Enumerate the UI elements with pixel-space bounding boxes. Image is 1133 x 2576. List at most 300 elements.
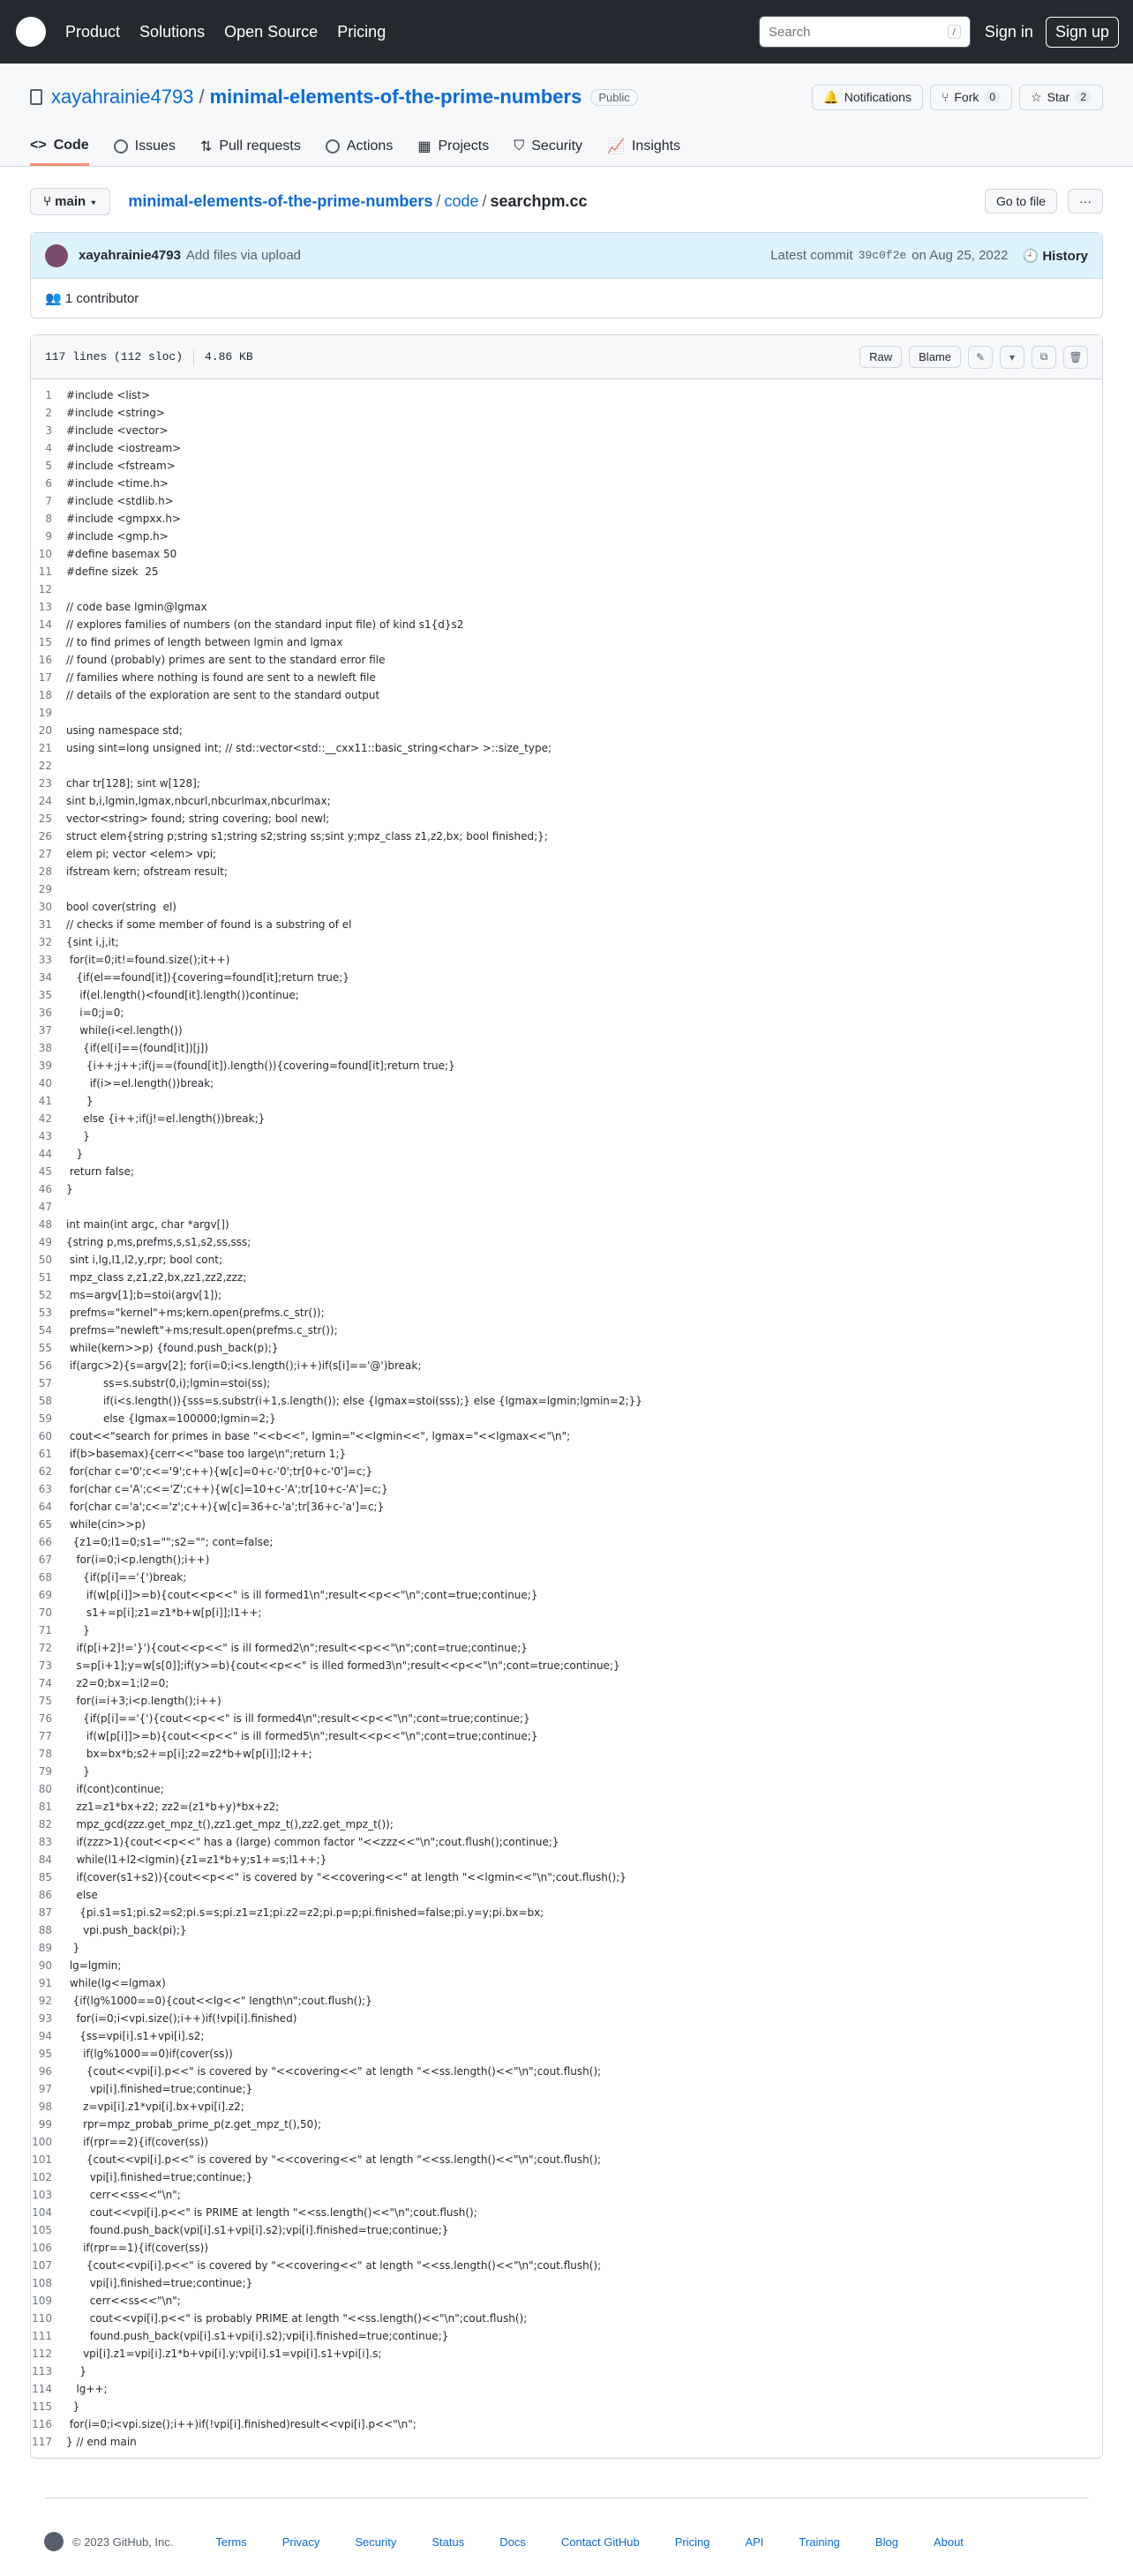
repo-owner-link[interactable]: xayahrainie4793 [51,86,194,108]
copy-icon[interactable]: ⧉ [1032,346,1056,369]
code-line [31,2239,1102,2257]
line-number[interactable]: 112 [32,2348,52,2360]
line-number[interactable]: 98 [38,2100,52,2113]
line-number[interactable]: 30 [38,901,52,913]
line-number[interactable]: 83 [38,1836,52,1848]
footer-link[interactable]: Docs [499,2535,526,2549]
line-number[interactable]: 1 [45,389,52,401]
code-line [31,2204,1102,2221]
branch-icon: ⑂ [43,193,56,209]
line-number[interactable]: 111 [32,2330,52,2342]
tab-pull-requests[interactable]: ⇅ Pull requests [199,139,301,154]
code-line [31,1092,1102,1110]
line-number[interactable]: 97 [38,2083,52,2095]
line-number[interactable]: 7 [45,495,52,507]
fork-count: 0 [984,91,1001,103]
line-number[interactable]: 28 [38,865,52,878]
code-line [31,1533,1102,1551]
code-text: {pi.s1=s1;pi.s2=s2;pi.s=s;pi.z1=z1;pi.z2=z2;pi.p=p;pi.finished=false;pi.y=y;pi.bx=bx; [66,1906,544,1919]
code-text: #define basemax 50 [66,548,177,560]
code-text: #include <list> [66,389,151,401]
line-number[interactable]: 77 [38,1730,52,1742]
code-text: cout<<vpi[i].p<<" is probably PRIME at length "<<ss.length()<<"\n";cout.flush(); [66,2312,528,2325]
code-text: if(w[p[i]]>=b){cout<<p<<" is ill formed5\n";result<<p<<"\n";cont=true;continue;} [66,1730,538,1742]
more-options-button[interactable]: ··· [1068,189,1103,213]
line-number[interactable]: 85 [38,1871,52,1883]
line-number[interactable]: 94 [38,2030,52,2042]
code-text: #include <stdlib.h> [66,495,174,507]
code-line [31,669,1102,686]
code-line [31,1745,1102,1763]
line-number[interactable]: 63 [38,1483,52,1495]
line-number[interactable]: 92 [38,1995,52,2007]
code-line [31,2010,1102,2027]
line-number[interactable]: 24 [38,795,52,807]
code-line [31,1692,1102,1710]
code-text: if(w[p[i]]>=b){cout<<p<<" is ill formed1\n";result<<p<<"\n";cont=true;continue;} [66,1589,538,1601]
code-line [31,1374,1102,1392]
tab-projects[interactable]: ▦ Projects [417,139,490,154]
contributors[interactable]: 👥 1 contributor [45,290,139,306]
line-number[interactable]: 32 [38,936,52,948]
code-text: if(el.length()<found[it].length())continue; [66,989,299,1001]
code-text: } [66,1183,73,1195]
line-number[interactable]: 56 [38,1359,52,1372]
code-line [31,1974,1102,1992]
code-text: z=vpi[i].z1*vpi[i].bx+vpi[i].z2; [66,2100,244,2113]
line-number[interactable]: 103 [32,2189,52,2201]
line-number[interactable]: 8 [45,513,52,525]
code-text: // found (probably) primes are sent to the standard error file [66,654,386,666]
nav-solutions[interactable]: Solutions [139,22,206,41]
line-number[interactable]: 25 [38,812,52,825]
footer-link[interactable]: About [933,2535,964,2549]
code-line [31,2151,1102,2168]
footer-link[interactable]: Training [799,2535,840,2549]
line-number[interactable]: 96 [38,2065,52,2078]
footer-link[interactable]: Status [431,2535,465,2549]
line-count: 117 lines (112 sloc) [45,350,184,363]
github-footer-logo-icon[interactable] [44,2532,64,2551]
blame-button[interactable]: Blame [909,346,961,368]
sign-up-button[interactable]: Sign up [1046,17,1119,48]
line-number[interactable]: 53 [38,1307,52,1319]
line-number[interactable]: 27 [38,848,52,860]
nav-pricing[interactable]: Pricing [337,22,386,41]
line-number[interactable]: 72 [38,1642,52,1654]
code-text: } [66,1095,94,1107]
line-number[interactable]: 39 [38,1060,52,1072]
code-text: mpz_gcd(zzz.get_mpz_t(),zz1.get_mpz_t(),zz2.get_mpz_t()); [66,1818,394,1831]
line-number[interactable]: 106 [32,2242,52,2254]
commit-author[interactable]: xayahrainie4793 [79,248,181,263]
code-line [31,2345,1102,2363]
code-line [31,1216,1102,1233]
line-number[interactable]: 84 [38,1853,52,1866]
people-icon: 👥 [45,291,65,306]
line-number[interactable]: 61 [38,1448,52,1460]
code-line [31,492,1102,510]
line-number[interactable]: 12 [38,583,52,595]
code-text: if(lg%1000==0)if(cover(ss)) [66,2048,233,2060]
code-text: {if(el==found[it]){covering=found[it];return true;} [66,971,349,984]
code-line [31,2027,1102,2045]
line-number[interactable]: 82 [38,1818,52,1831]
code-text: using sint=long unsigned int; // std::vector<std::__cxx11::basic_string<char> >::size_type; [66,742,551,754]
code-line [31,1445,1102,1463]
line-number[interactable]: 59 [38,1412,52,1425]
footer-link[interactable]: Privacy [281,2535,320,2549]
code-line [31,1886,1102,1904]
line-number[interactable]: 104 [32,2206,52,2219]
line-number[interactable]: 101 [32,2153,52,2166]
line-number[interactable]: 76 [38,1712,52,1725]
line-number[interactable]: 68 [38,1571,52,1584]
code-line [31,1357,1102,1374]
fork-button[interactable]: ⑂ Fork 0 [930,85,1012,110]
line-number[interactable]: 31 [38,918,52,931]
code-text: {if(el[i]==(found[it])[j]) [66,1042,209,1054]
code-text: if(rpr==2){if(cover(ss)) [66,2136,209,2148]
line-number[interactable]: 40 [38,1077,52,1090]
line-number[interactable]: 20 [38,724,52,737]
line-number[interactable]: 60 [38,1430,52,1442]
code-line [31,545,1102,563]
code-line [31,2098,1102,2115]
code-text: vpi.push_back(pi);} [66,1924,187,1936]
line-number[interactable]: 46 [38,1183,52,1195]
code-line [31,1710,1102,1727]
line-number[interactable]: 3 [45,424,52,437]
line-number[interactable]: 48 [38,1218,52,1231]
code-line [31,1868,1102,1886]
notifications-button[interactable]: 🔔 Notifications [812,85,923,110]
line-number[interactable]: 74 [38,1677,52,1689]
code-line [31,1163,1102,1180]
code-line [31,528,1102,545]
footer-link[interactable]: Terms [215,2535,247,2549]
line-number[interactable]: 38 [38,1042,52,1054]
play-icon [326,139,340,154]
line-number[interactable]: 14 [38,618,52,631]
line-number[interactable]: 15 [38,636,52,648]
code-text: } [66,1148,84,1160]
nav-open-source[interactable]: Open Source [224,22,319,41]
line-number[interactable]: 55 [38,1342,52,1354]
chevron-down-icon[interactable]: ▾ [1000,346,1024,369]
footer-links [215,2535,964,2549]
line-number[interactable]: 43 [38,1130,52,1142]
line-number[interactable]: 42 [38,1112,52,1125]
code-line [31,457,1102,475]
code-text: } [66,1765,90,1778]
visibility-badge: Public [590,89,637,106]
code-line [31,933,1102,951]
commit-sha[interactable]: 39c0f2e [858,249,907,262]
code-line [31,1039,1102,1057]
code-line [31,1022,1102,1039]
line-number[interactable]: 105 [32,2224,52,2236]
code-line [31,1657,1102,1674]
line-number[interactable]: 79 [38,1765,52,1778]
tab-actions[interactable]: Actions [326,127,393,166]
code-line [31,1639,1102,1657]
code-text: s1+=p[i];z1=z1*b+w[p[i]];l1++; [66,1606,262,1619]
code-text: #include <vector> [66,424,169,437]
code-line [31,1551,1102,1569]
code-text: {cout<<vpi[i].p<<" is covered by "<<covering<<" at length "<<ss.length()<<"\n";cout.flush(); [66,2259,602,2272]
code-line [31,1798,1102,1816]
code-text: #define sizek 25 [66,565,159,578]
line-number[interactable]: 13 [38,601,52,613]
line-number[interactable]: 58 [38,1395,52,1407]
code-text: } [66,1942,80,1954]
code-text: struct elem{string p;string s1;string s2;string ss;sint y;mpz_class z1,z2,bx; bool finished;}; [66,830,548,842]
code-line [31,1463,1102,1480]
code-text: if(argc>2){s=argv[2]; for(i=0;i<s.length();i++)if(s[i]=='@')break; [66,1359,422,1372]
trash-icon[interactable]: 🗑 [1063,346,1088,369]
line-number[interactable]: 100 [32,2136,52,2148]
line-number[interactable]: 37 [38,1024,52,1037]
code-text: {i++;j++;if(j==(found[it]).length()){covering=found[it];return true;} [66,1060,455,1072]
raw-button[interactable]: Raw [859,346,902,368]
code-line [31,1816,1102,1833]
code-line [31,1992,1102,2010]
code-text: int main(int argc, char *argv[]) [66,1218,229,1231]
repo-tabs [30,127,1103,166]
line-number[interactable]: 16 [38,654,52,666]
line-number[interactable]: 35 [38,989,52,1001]
line-number[interactable]: 115 [32,2400,52,2413]
go-to-file-button[interactable]: Go to file [985,189,1057,213]
code-line [31,1621,1102,1639]
tab-issues[interactable]: Issues [114,127,176,166]
line-number[interactable]: 44 [38,1148,52,1160]
edit-icon[interactable]: ✎ [968,346,993,369]
line-number[interactable]: 19 [38,707,52,719]
line-number[interactable]: 65 [38,1518,52,1531]
code-line [31,475,1102,492]
code-line [31,2080,1102,2098]
history-link[interactable]: 🕘 History [1022,248,1088,264]
line-number[interactable]: 9 [45,530,52,543]
line-number[interactable]: 5 [45,460,52,472]
footer [44,2497,1089,2551]
code-text: sint b,i,lgmin,lgmax,nbcurl,nbcurlmax,nbcurlmax; [66,795,331,807]
footer-link[interactable]: Blog [874,2535,898,2549]
line-number[interactable]: 29 [38,883,52,895]
search-input[interactable]: Search / [759,16,971,48]
line-number[interactable]: 62 [38,1465,52,1478]
code-text: if(cover(s1+s2)){cout<<p<<" is covered by "<<covering<<" at length "<<lgmin<<"\n";cout.flush();} [66,1871,627,1883]
code-line [31,1904,1102,1921]
line-number[interactable]: 75 [38,1695,52,1707]
code-line [31,1233,1102,1251]
code-line [31,1251,1102,1269]
code-text: vector<string> found; string covering; bool newl; [66,812,330,825]
code-text: found.push_back(vpi[i].s1+vpi[i].s2);vpi[i].finished=true;continue;} [66,2330,449,2342]
line-number[interactable]: 33 [38,954,52,966]
code-text: prefms="newleft"+ms;result.open(prefms.c_str()); [66,1324,338,1337]
shield-icon: ⛉ [514,139,525,154]
sign-in-link[interactable]: Sign in [984,22,1033,41]
line-number[interactable]: 10 [38,548,52,560]
code-line [31,951,1102,969]
line-number[interactable]: 67 [38,1554,52,1566]
graph-icon: 📈 [607,139,625,154]
code-text: while(cin>>p) [66,1518,146,1531]
global-nav [65,23,405,41]
breadcrumb-repo[interactable]: minimal-elements-of-the-prime-numbers [128,191,433,210]
tab-code[interactable]: <> Code [30,127,89,166]
line-number[interactable]: 4 [45,442,52,454]
file-header [30,186,1103,216]
line-number[interactable]: 116 [32,2418,52,2430]
footer-link[interactable]: Pricing [674,2535,710,2549]
line-number[interactable]: 110 [32,2312,52,2325]
line-number[interactable]: 26 [38,830,52,842]
line-number[interactable]: 89 [38,1942,52,1954]
code-line [31,2063,1102,2080]
code-text: for(i=i+3;i<p.length();i++) [66,1695,221,1707]
line-number[interactable]: 51 [38,1271,52,1284]
line-number[interactable]: 11 [38,565,52,578]
code-text: if(b>basemax){cerr<<"base too large\n";return 1;} [66,1448,347,1460]
line-number[interactable]: 90 [38,1959,52,1972]
line-number[interactable]: 80 [38,1783,52,1795]
code-text: z2=0;bx=1;l2=0; [66,1677,169,1689]
code-line [31,404,1102,422]
line-number[interactable]: 86 [38,1889,52,1901]
star-count: 2 [1075,91,1092,103]
line-number[interactable]: 6 [45,477,52,490]
code-text: // explores families of numbers (on the standard input file) of kind s1{d}s2 [66,618,464,631]
code-text: ms=argv[1];b=stoi(argv[1]); [66,1289,222,1301]
line-number[interactable]: 102 [32,2171,52,2183]
line-number[interactable]: 95 [38,2048,52,2060]
code-text: for(i=0;i<vpi.size();i++)if(!vpi[i].finished)result<<vpi[i].p<<"\n"; [66,2418,416,2430]
code-text: if(rpr==1){if(cover(ss)) [66,2242,209,2254]
code-line [31,845,1102,863]
code-line [31,1269,1102,1286]
star-button[interactable]: ☆ Star 2 [1019,85,1103,110]
commit-message[interactable]: Add files via upload [185,248,302,263]
line-number[interactable]: 114 [32,2383,52,2395]
line-number[interactable]: 88 [38,1924,52,1936]
code-text: cerr<<ss<<"\n"; [66,2189,181,2201]
line-number[interactable]: 2 [45,407,52,419]
line-number[interactable]: 21 [38,742,52,754]
line-number[interactable]: 109 [32,2295,52,2307]
code-text: // checks if some member of found is a substring of el [66,918,352,931]
footer-link[interactable]: Contact GitHub [560,2535,640,2549]
code-line [31,2115,1102,2133]
line-number[interactable]: 113 [32,2365,52,2378]
line-number[interactable]: 81 [38,1801,52,1813]
code-text: // details of the exploration are sent to the standard output [66,689,380,701]
code-text: vpi[i].finished=true;continue;} [66,2277,253,2289]
line-number[interactable]: 87 [38,1906,52,1919]
code-text: if(i>=el.length())break; [66,1077,214,1090]
line-number[interactable]: 47 [38,1201,52,1213]
github-logo-icon[interactable] [16,17,46,47]
code-line [31,1322,1102,1339]
code-text: cerr<<ss<<"\n"; [66,2295,181,2307]
line-number[interactable]: 107 [32,2259,52,2272]
line-number[interactable]: 54 [38,1324,52,1337]
branch-select[interactable]: ⑂ main ▾ [30,188,110,215]
line-number[interactable]: 66 [38,1536,52,1548]
fork-icon: ⑂ [941,90,949,104]
code-line [31,1780,1102,1798]
line-number[interactable]: 91 [38,1977,52,1989]
code-line [31,2398,1102,2415]
code-line [31,1586,1102,1604]
line-number[interactable]: 69 [38,1589,52,1601]
code-line [31,1833,1102,1851]
line-number[interactable]: 49 [38,1236,52,1248]
avatar[interactable] [45,244,68,267]
code-line [31,386,1102,404]
tab-security[interactable]: ⛉ Security [514,139,583,154]
code-line [31,1957,1102,1974]
code-line [31,580,1102,598]
tab-insights[interactable]: 📈 Insights [607,139,681,154]
line-number[interactable]: 64 [38,1501,52,1513]
line-number[interactable]: 41 [38,1095,52,1107]
footer-link[interactable]: API [745,2535,764,2549]
code-line [31,863,1102,880]
code-line [31,563,1102,580]
line-number[interactable]: 71 [38,1624,52,1636]
line-number[interactable]: 34 [38,971,52,984]
line-number[interactable]: 73 [38,1659,52,1672]
code-text: } [66,1624,90,1636]
code-text: elem pi; vector <elem> vpi; [66,848,217,860]
line-number[interactable]: 36 [38,1007,52,1019]
line-number[interactable]: 57 [38,1377,52,1389]
line-number[interactable]: 45 [38,1165,52,1178]
nav-product[interactable]: Product [65,22,121,41]
code-line [31,1516,1102,1533]
breadcrumb-folder[interactable]: code [444,191,479,210]
line-number[interactable]: 52 [38,1289,52,1301]
line-number[interactable]: 23 [38,777,52,790]
code-text: for(char c='A';c<='Z';c++){w[c]=10+c-'A';tr[10+c-'A']=c;} [66,1483,388,1495]
code-text: vpi[i].finished=true;continue;} [66,2171,253,2183]
breadcrumb: minimal-elements-of-the-prime-numbers / code / searchpm.cc [128,191,588,210]
line-number[interactable]: 78 [38,1748,52,1760]
code-line [31,2433,1102,2451]
line-number[interactable]: 117 [32,2436,52,2448]
repo-name-link[interactable]: minimal-elements-of-the-prime-numbers [209,86,582,108]
code-text: for(i=0;i<vpi.size();i++)if(!vpi[i].finished) [66,2012,297,2025]
footer-link[interactable]: Security [355,2535,397,2549]
history-icon: 🕘 [1022,248,1043,264]
line-number[interactable]: 18 [38,689,52,701]
search-shortcut-key: / [948,25,961,39]
code-line [31,1075,1102,1092]
line-number[interactable]: 108 [32,2277,52,2289]
line-number[interactable]: 70 [38,1606,52,1619]
line-number[interactable]: 50 [38,1254,52,1266]
line-number[interactable]: 22 [38,760,52,772]
line-number[interactable]: 99 [38,2118,52,2130]
code-line [31,2327,1102,2345]
line-number[interactable]: 17 [38,671,52,684]
code-text: {string p,ms,prefms,s,s1,s2,ss,sss; [66,1236,251,1248]
line-number[interactable]: 93 [38,2012,52,2025]
